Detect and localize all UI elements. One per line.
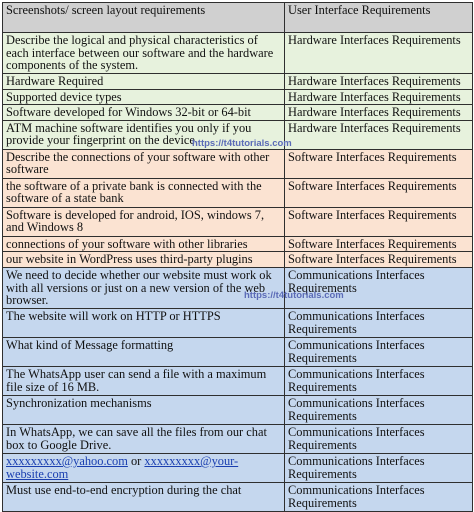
header-cell-layout: Screenshots/ screen layout requirements xyxy=(3,3,285,33)
category-cell: Software Interfaces Requirements xyxy=(285,236,473,252)
category-cell: Software Interfaces Requirements xyxy=(285,178,473,207)
email-link-yahoo[interactable]: xxxxxxxxx@yahoo.com xyxy=(6,453,128,468)
requirement-cell: the software of a private bank is connected with the software of a state bank xyxy=(3,178,285,207)
table-row xyxy=(3,267,473,308)
email-separator: or xyxy=(127,453,145,468)
table-row xyxy=(3,482,473,511)
requirement-cell: Synchronization mechanisms xyxy=(3,395,285,424)
requirement-cell: The website will work on HTTP or HTTPS xyxy=(3,308,285,337)
category-cell: Software Interfaces Requirements xyxy=(285,252,473,268)
requirement-cell: In WhatsApp, we can save all the files from our chat box to Google Drive. xyxy=(3,424,285,453)
header-cell-ui: User Interface Requirements xyxy=(285,3,473,33)
requirements-table xyxy=(2,2,473,512)
table-row xyxy=(3,89,473,105)
requirement-cell: connections of your software with other libraries xyxy=(3,236,285,252)
table-row xyxy=(3,105,473,121)
watermark-text: https://t4tutorials.com xyxy=(192,138,292,149)
table-row xyxy=(3,308,473,337)
table-row xyxy=(3,74,473,90)
requirement-cell: What kind of Message formatting xyxy=(3,337,285,366)
table-row xyxy=(3,207,473,236)
category-cell: Communications Interfaces Requirements xyxy=(285,366,473,395)
category-cell: Communications Interfaces Requirements xyxy=(285,337,473,366)
requirement-cell: Must use end-to-end encryption during the chat xyxy=(3,482,285,511)
category-cell: Hardware Interfaces Requirements xyxy=(285,89,473,105)
requirement-cell: We need to decide whether our website must work ok with all versions or just on a new version of the web browser. xyxy=(3,267,285,308)
category-cell: Software Interfaces Requirements xyxy=(285,207,473,236)
table-row xyxy=(3,395,473,424)
requirement-cell: ATM machine software identifies you only if you provide your fingerprint on the device xyxy=(3,120,285,149)
table-row xyxy=(3,33,473,74)
requirement-cell: Describe the connections of your software with other software xyxy=(3,149,285,178)
requirement-cell xyxy=(3,453,285,482)
table-row xyxy=(3,366,473,395)
table-row xyxy=(3,337,473,366)
table-row xyxy=(3,252,473,268)
requirement-cell: Software is developed for android, IOS, windows 7, and Windows 8 xyxy=(3,207,285,236)
requirement-cell: our website in WordPress uses third-party plugins xyxy=(3,252,285,268)
table-row xyxy=(3,236,473,252)
category-cell: Hardware Interfaces Requirements xyxy=(285,33,473,74)
requirement-cell: The WhatsApp user can send a file with a maximum file size of 16 MB. xyxy=(3,366,285,395)
category-cell: Communications Interfaces Requirements xyxy=(285,482,473,511)
category-cell: Hardware Interfaces Requirements xyxy=(285,74,473,90)
category-cell: Communications Interfaces Requirements xyxy=(285,267,473,308)
category-cell: Software Interfaces Requirements xyxy=(285,149,473,178)
category-cell: Communications Interfaces Requirements xyxy=(285,308,473,337)
category-cell: Hardware Interfaces Requirements xyxy=(285,120,473,149)
requirement-cell: Supported device types xyxy=(3,89,285,105)
header-row xyxy=(3,3,473,33)
table-row xyxy=(3,149,473,178)
table-row xyxy=(3,453,473,482)
requirement-cell: Describe the logical and physical characteristics of each interface between our software and the hardware components of the system. xyxy=(3,33,285,74)
watermark-text: https://t4tutorials.com xyxy=(244,290,344,301)
category-cell: Communications Interfaces Requirements xyxy=(285,453,473,482)
table-row xyxy=(3,424,473,453)
category-cell: Communications Interfaces Requirements xyxy=(285,424,473,453)
email-link-website[interactable]: xxxxxxxxx@your-website.com xyxy=(6,453,239,481)
category-cell: Communications Interfaces Requirements xyxy=(285,395,473,424)
table-row xyxy=(3,178,473,207)
requirement-cell: Software developed for Windows 32-bit or 64-bit xyxy=(3,105,285,121)
requirement-cell: Hardware Required xyxy=(3,74,285,90)
category-cell: Hardware Interfaces Requirements xyxy=(285,105,473,121)
